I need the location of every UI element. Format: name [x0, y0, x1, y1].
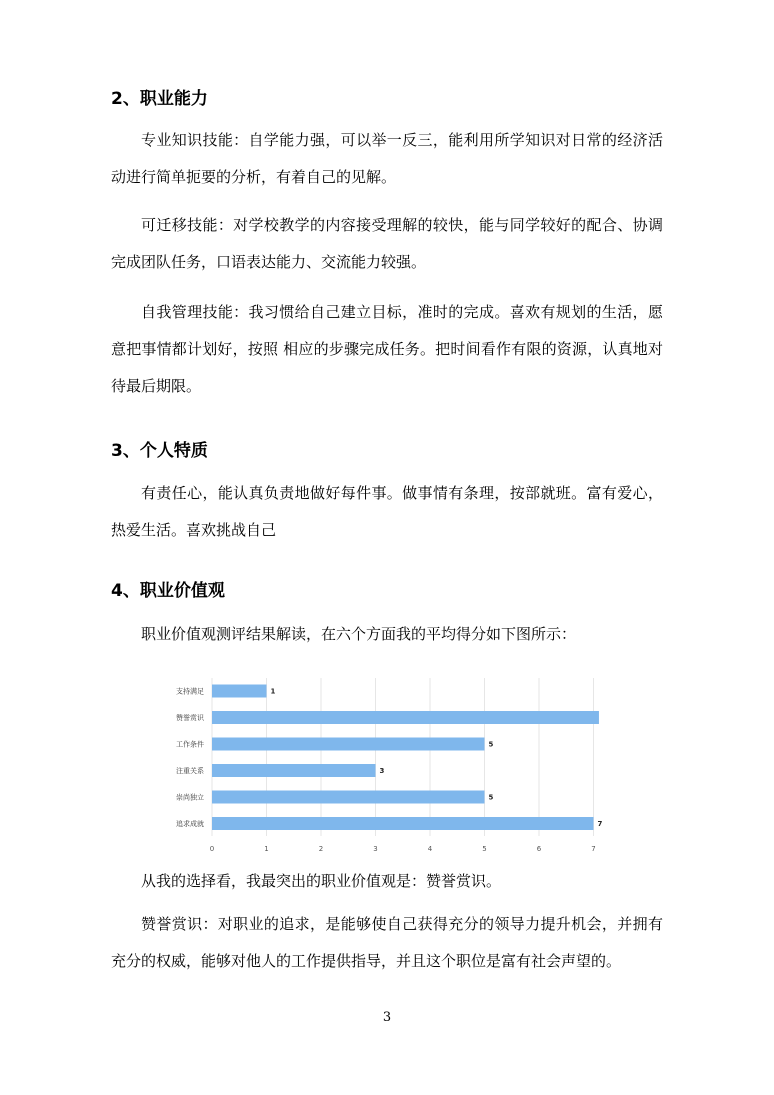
value-label: 5 — [488, 740, 494, 749]
value-label: 3 — [379, 767, 385, 775]
bar — [212, 711, 599, 724]
x-tick-label: 0 — [209, 845, 215, 853]
bar — [212, 738, 485, 751]
paragraph-transferable-skills: 可迁移技能：对学校教学的内容接受理解的较快，能与同学较好的配合、协调完成团队任务，口语表达能力、交流能力较强。 — [111, 216, 663, 271]
value-label: 1 — [270, 687, 276, 696]
x-tick-label: 1 — [264, 845, 269, 853]
paragraph-recognition-description: 赞誉赏识：对职业的追求，是能够使自己获得充分的领导力提升机会，并拥有充分的权威，能够对他人的工作提供指导，并且这个职位是富有社会声望的。 — [111, 915, 663, 970]
paragraph-values-conclusion: 从我的选择看，我最突出的职业价值观是：赞誉赏识。 — [141, 872, 502, 890]
section-heading-personal-traits: 3、个人特质 — [111, 441, 208, 461]
bar — [212, 791, 485, 804]
page-number: 3 — [382, 1010, 392, 1025]
value-label: 7 — [597, 820, 603, 828]
paragraph-values-intro: 职业价值观测评结果解读，在六个方面我的平均得分如下图所示： — [141, 625, 577, 643]
paragraph-professional-skills: 专业知识技能：自学能力强，可以举一反三，能利用所学知识对日常的经济活动进行简单扼要的分析，有着自己的见解。 — [111, 131, 663, 186]
x-tick-label: 4 — [427, 845, 433, 853]
category-label: 注重关系 — [176, 767, 204, 775]
bar — [212, 764, 376, 777]
x-tick-label: 3 — [373, 845, 378, 853]
x-tick-label: 2 — [318, 845, 324, 853]
x-tick-label: 6 — [536, 845, 542, 853]
category-label: 工作条件 — [176, 740, 204, 749]
bar — [212, 817, 594, 830]
section-heading-career-values: 4、职业价值观 — [111, 581, 225, 601]
section-heading-career-ability: 2、职业能力 — [111, 89, 208, 109]
category-label: 支持满足 — [176, 687, 204, 696]
category-label: 追求成就 — [176, 820, 204, 828]
paragraph-self-management-skills: 自我管理技能：我习惯给自己建立目标，准时的完成。喜欢有规划的生活，愿意把事情都计划好，按照 相应的步骤完成任务。把时间看作有限的资源，认真地对待最后期限。 — [111, 303, 663, 395]
value-label: 5 — [488, 793, 494, 802]
x-tick-label: 7 — [591, 845, 596, 853]
x-tick-label: 5 — [482, 845, 487, 853]
career-values-bar-chart — [160, 672, 610, 862]
category-label: 崇尚独立 — [176, 793, 204, 802]
paragraph-personal-traits: 有责任心，能认真负责地做好每件事。做事情有条理，按部就班。富有爱心，热爱生活。喜欢挑战自己 — [111, 484, 663, 539]
bar — [212, 685, 267, 698]
category-label: 赞誉赏识 — [176, 714, 204, 722]
